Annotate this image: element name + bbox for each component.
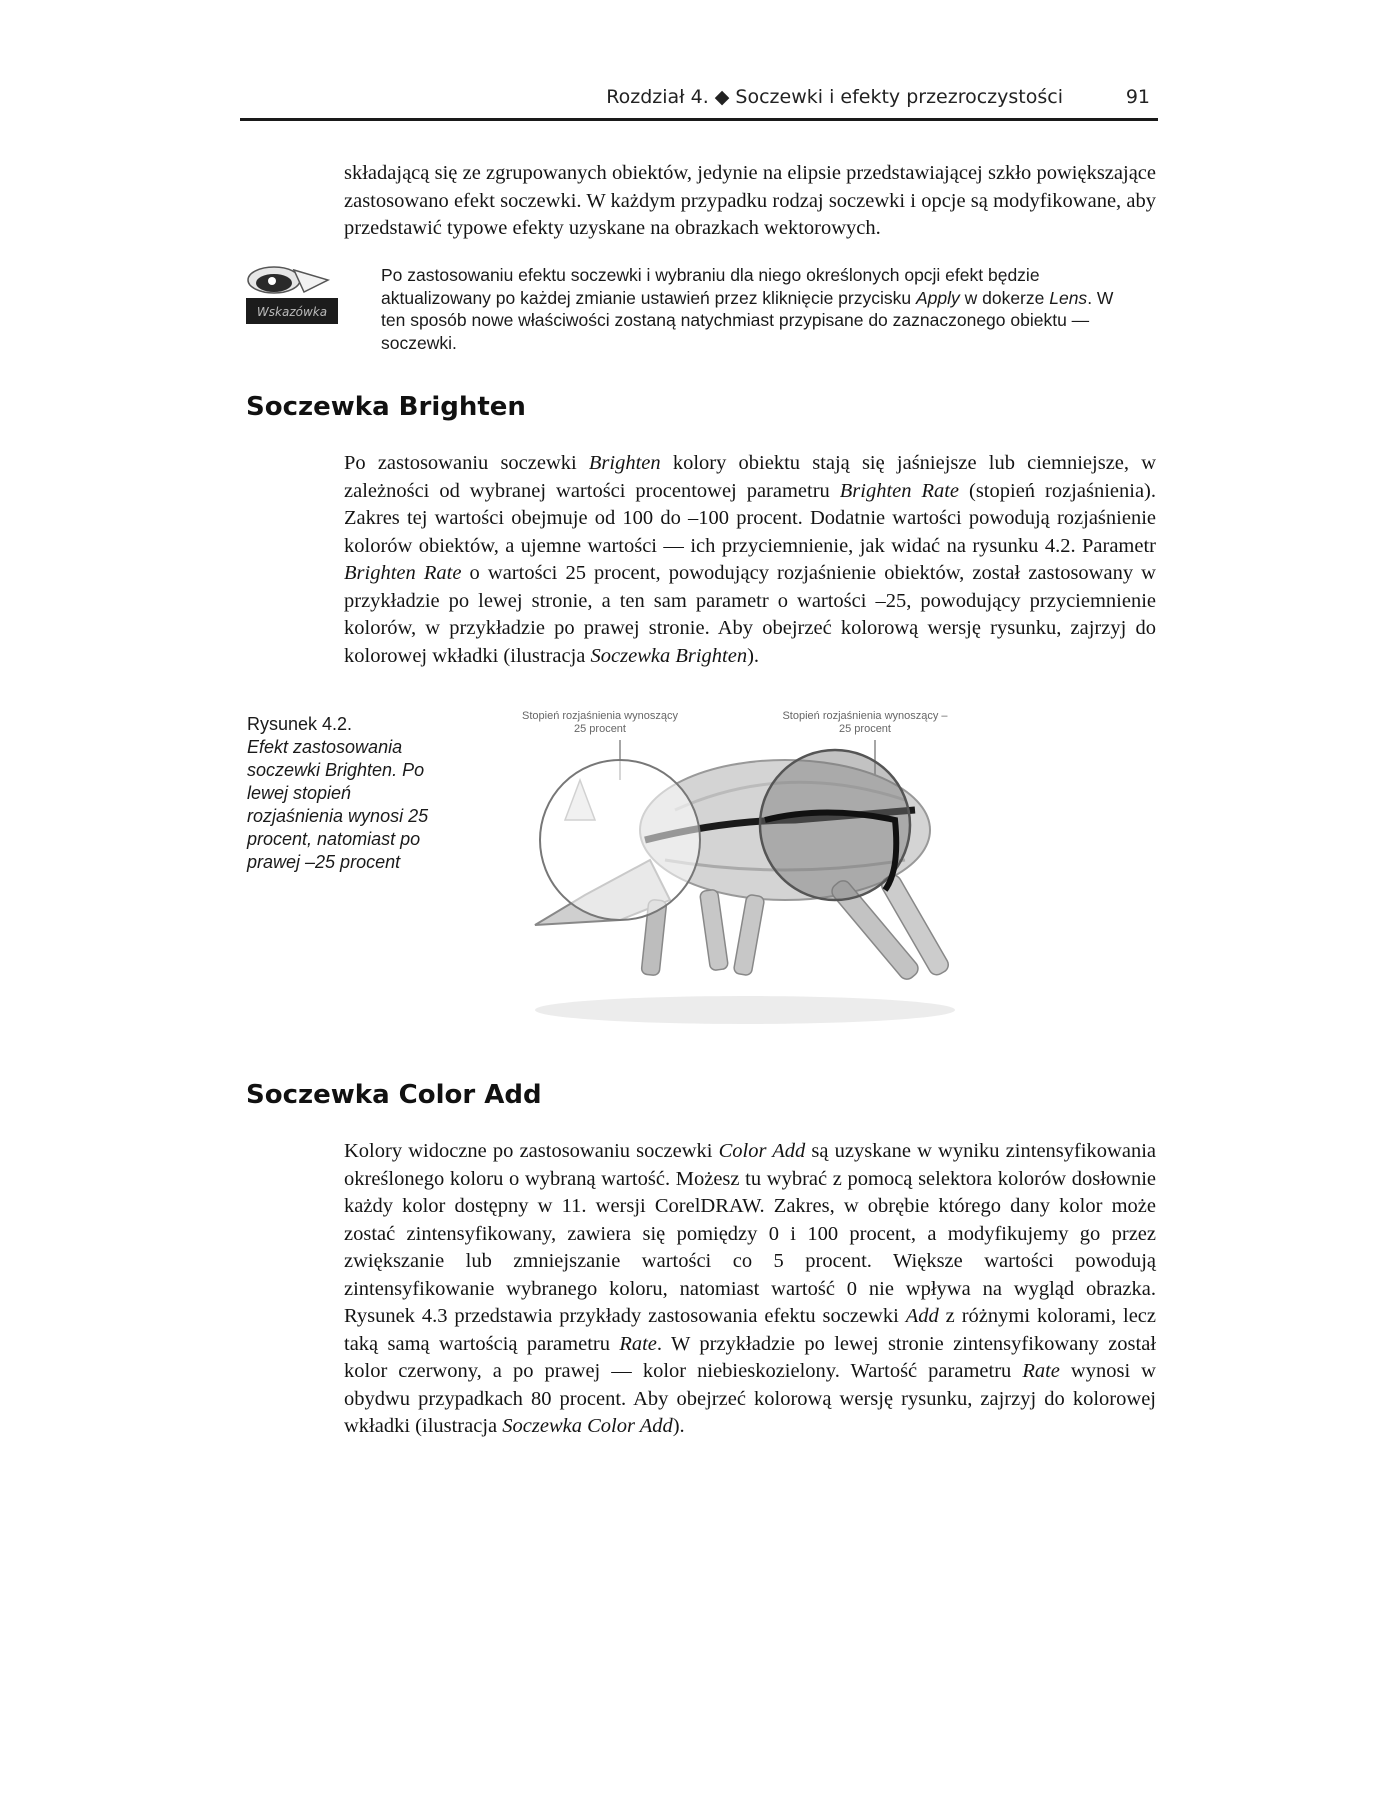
section-heading-brighten: Soczewka Brighten <box>246 392 526 422</box>
armadillo-illustration <box>525 710 975 1040</box>
figure-label-right: Stopień rozjaśnienia wynoszący –25 procent <box>782 710 948 735</box>
tip-icon-label: Wskazówka <box>256 305 328 319</box>
running-header <box>240 82 1158 121</box>
figure-number: Rysunek 4.2. <box>247 714 353 734</box>
color-add-paragraph: Kolory widoczne po zastosowaniu soczewki Color Add są uzyskane w wyniku zintensyfikowania określonego koloru o wybraną wartość. Możesz tu wybrać z pomocą selektora kolorów dosłownie każdy kolor dostępny w 11. wersji CorelDRAW. Zakres, w obrębie którego dany kolor może zostać zintensyfikowany, zawiera się pomiędzy 0 i 100 procent, a modyfikujemy go przez zwiększanie lub zmniejszanie wartości co 5 procent. Większe wartości powodują zintensyfikowanie wybranego koloru, natomiast wartość 0 nie wpływa na wygląd obrazka. Rysunek 4.3 przedstawia przykłady zastosowania efektu soczewki Add z różnymi kolorami, lecz taką samą wartością parametru Rate. W przykładzie po lewej stronie zintensyfikowany został kolor czerwony, a po prawej — kolor niebieskozielony. Wartość parametru Rate wynosi w obydwu przypadkach 80 procent. Aby obejrzeć kolorową wersję rysunku, zajrzyj do kolorowej wkładki (ilustracja Soczewka Color Add). <box>344 1140 1157 1437</box>
brighten-paragraph: Po zastosowaniu soczewki Brighten kolory obiektu stają się jaśniejsze lub ciemniejsze, w zależności od wybranej wartości procentowej parametru Brighten Rate (stopień rozjaśnienia). Zakres tej wartości obejmuje od 100 do –100 procent. Dodatnie wartości powodują rozjaśnienie kolorów obiektów, a ujemne wartości — ich przyciemnienie, jak widać na rysunku 4.2. Parametr Brighten Rate o wartości 25 procent, powodujący rozjaśnienie obiektów, został zastosowany w przykładzie po lewej stronie, a ten sam parametr o wartości –25, powodujący przyciemnienie kolorów, w przykładzie po prawej stronie. Aby obejrzeć kolorową wersję rysunku, zajrzyj do kolorowej wkładki (ilustracja Soczewka Brighten). <box>344 452 1156 667</box>
tip-hand-icon <box>244 262 340 330</box>
figure-description: Efekt zastosowania soczewki Brighten. Po lewej stopień rozjaśnienia wynosi 25 procent, natomiast po prawej –25 procent <box>247 737 429 872</box>
figure-caption <box>247 713 447 874</box>
page-number: 91 <box>1125 86 1150 108</box>
intro-paragraph: składającą się ze zgrupowanych obiektów, jedynie na elipsie przedstawiającej szkło powiększające zastosowano efekt soczewki. W każdym przypadku rodzaj soczewki i opcje są modyfikowane, aby przedstawić typowe efekty uzyskane na obrazkach wektorowych. <box>344 162 1156 239</box>
tip-note: Po zastosowaniu efektu soczewki i wybraniu dla niego określonych opcji efekt będzie aktualizowany po każdej zmianie ustawień przez kliknięcie przycisku Apply w dokerze Lens. W ten sposób nowe właściwości zostaną natychmiast przypisane do zaznaczonego obiektu — soczewki. <box>381 265 1114 353</box>
section-heading-color-add: Soczewka Color Add <box>246 1080 542 1110</box>
figure-armadillo-lens <box>522 710 975 1040</box>
figure-label-left: Stopień rozjaśnienia wynoszący 25 procent <box>522 710 678 735</box>
chapter-title: Rozdział 4. ◆ Soczewki i efekty przezroczystości <box>606 86 1063 108</box>
